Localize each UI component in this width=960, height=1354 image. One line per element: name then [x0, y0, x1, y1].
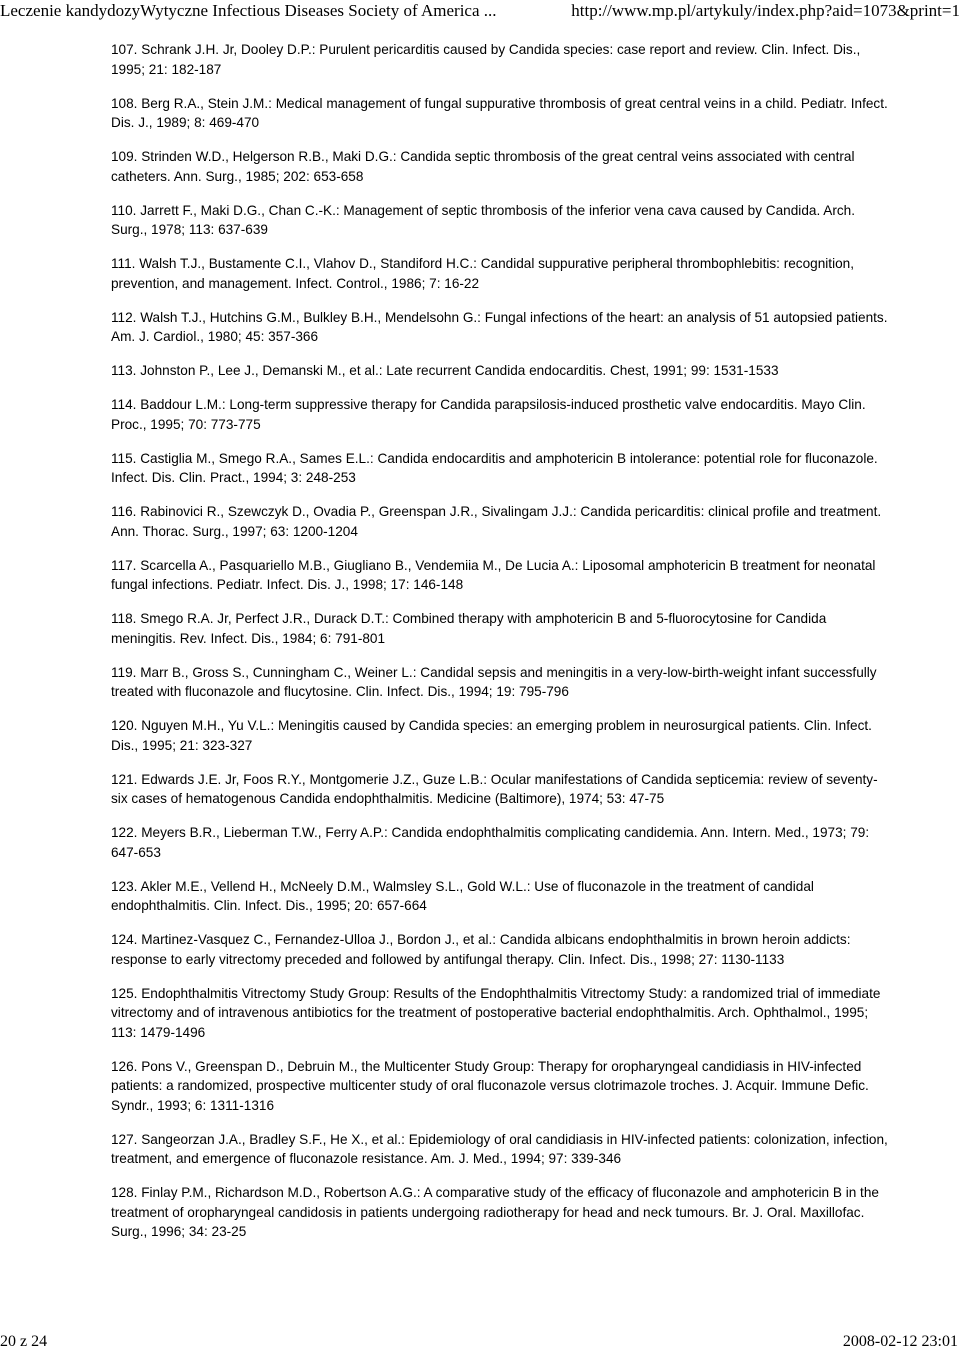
- print-header: [0, 0, 960, 24]
- reference-item: 127. Sangeorzan J.A., Bradley S.F., He X., et al.: Epidemiology of oral candidiasis in HIV-infected patients: colonization, infection, treatment, and emergence of fluconazole resistance. Am. J. Med., 1994; 97: 339-346: [111, 1131, 888, 1166]
- reference-item: 120. Nguyen M.H., Yu V.L.: Meningitis caused by Candida species: an emerging problem in neurosurgical patients. Clin. Infect. Dis., 1995; 21: 323-327: [111, 718, 872, 753]
- page-title: Leczenie kandydozyWytyczne Infectious Diseases Society of America ...: [0, 1, 497, 20]
- reference-item: 128. Finlay P.M., Richardson M.D., Robertson A.G.: A comparative study of the efficacy of fluconazole and amphotericin B in the treatment of oropharyngeal candidosis in patients undergoing radiotherapy for head and neck tumours. Br. J. Oral. Maxillofac. Surg., 1996; 34: 23-25: [111, 1185, 879, 1239]
- reference-item: 112. Walsh T.J., Hutchins G.M., Bulkley B.H., Mendelsohn G.: Fungal infections of the heart: an analysis of 51 autopsied patients. Am. J. Cardiol., 1980; 45: 357-366: [111, 309, 888, 344]
- reference-item: 113. Johnston P., Lee J., Demanski M., et al.: Late recurrent Candida endocarditis. Chest, 1991; 99: 1531-1533: [111, 363, 779, 378]
- reference-item: 123. Akler M.E., Vellend H., McNeely D.M., Walmsley S.L., Gold W.L.: Use of fluconazole in the treatment of candidal endophthalmitis. Clin. Infect. Dis., 1995; 20: 657-664: [111, 878, 814, 913]
- reference-item: 119. Marr B., Gross S., Cunningham C., Weiner L.: Candidal sepsis and meningitis in a very-low-birth-weight infant successfully treated with fluconazole and flucytosine. Clin. Infect. Dis., 1994; 19: 795-796: [111, 664, 877, 699]
- reference-item: 122. Meyers B.R., Lieberman T.W., Ferry A.P.: Candida endophthalmitis complicating candidemia. Ann. Intern. Med., 1973; 79: 647-653: [111, 825, 870, 860]
- reference-item: 124. Martinez-Vasquez C., Fernandez-Ulloa J., Bordon J., et al.: Candida albicans endophthalmitis in brown heroin addicts: response to early vitrectomy preceded and followed by antifungal therapy. Clin. Infect. Dis., 1998; 27: 1130-1133: [111, 932, 851, 967]
- reference-item: 110. Jarrett F., Maki D.G., Chan C.-K.: Management of septic thrombosis of the inferior vena cava caused by Candida. Arch. Surg., 1978; 113: 637-639: [111, 202, 855, 237]
- reference-item: 116. Rabinovici R., Szewczyk D., Ovadia P., Greenspan J.R., Sivalingam J.J.: Candida pericarditis: clinical profile and treatment. Ann. Thorac. Surg., 1997; 63: 1200-1204: [111, 504, 882, 539]
- reference-item: 121. Edwards J.E. Jr, Foos R.Y., Montgomerie J.Z., Guze L.B.: Ocular manifestations of Candida septicemia: review of seventy-six cases of hematogenous Candida endophthalmitis. Medicine (Baltimore), 1974; 53: 47-75: [111, 771, 878, 806]
- reference-item: 125. Endophthalmitis Vitrectomy Study Group: Results of the Endophthalmitis Vitrectomy Study: a randomized trial of immediate vitrectomy and of intravenous antibiotics for the treatment of postoperative bacterial endophthalmitis. Arch. Ophthalmol., 1995; 113: 1479-1496: [111, 985, 881, 1040]
- reference-item: 118. Smego R.A. Jr, Perfect J.R., Durack D.T.: Combined therapy with amphotericin B and 5-fluorocytosine for Candida meningitis. Rev. Infect. Dis., 1984; 6: 791-801: [111, 611, 827, 646]
- reference-item: 107. Schrank J.H. Jr, Dooley D.P.: Purulent pericarditis caused by Candida species: case report and review. Clin. Infect. Dis., 1995; 21: 182-187: [111, 42, 861, 77]
- reference-item: 126. Pons V., Greenspan D., Debruin M., the Multicenter Study Group: Therapy for oropharyngeal candidiasis in HIV-infected patients: a randomized, prospective multicenter study of oral fluconazole versus clotrimazole troches. J. Acquir. Immune Defic. Syndr., 1993; 6: 1311-1316: [111, 1058, 869, 1113]
- print-footer: [0, 1330, 960, 1354]
- reference-item: 108. Berg R.A., Stein J.M.: Medical management of fungal suppurative thrombosis of great central veins in a child. Pediatr. Infect. Dis. J., 1989; 8: 469-470: [111, 95, 888, 130]
- print-timestamp: 2008-02-12 23:01: [842, 1333, 958, 1350]
- reference-item: 114. Baddour L.M.: Long-term suppressive therapy for Candida parapsilosis-induced prosthetic valve endocarditis. Mayo Clin. Proc., 1995; 70: 773-775: [111, 397, 866, 432]
- reference-list: [111, 40, 891, 1256]
- reference-item: 117. Scarcella A., Pasquariello M.B., Giugliano B., Vendemiia M., De Lucia A.: Liposomal amphotericin B treatment for neonatal fungal infections. Pediatr. Infect. Dis. J., 1998; 17: 146-148: [111, 557, 876, 592]
- page-url: http://www.mp.pl/artykuly/index.php?aid=1073&print=1: [571, 1, 960, 20]
- reference-item: 115. Castiglia M., Smego R.A., Sames E.L.: Candida endocarditis and amphotericin B intolerance: potential role for fluconazole. Infect. Dis. Clin. Pract., 1994; 3: 248-253: [111, 450, 878, 485]
- reference-item: 109. Strinden W.D., Helgerson R.B., Maki D.G.: Candida septic thrombosis of the great central veins associated with central catheters. Ann. Surg., 1985; 202: 653-658: [111, 149, 855, 184]
- page-number: 20 z 24: [0, 1333, 48, 1350]
- reference-item: 111. Walsh T.J., Bustamente C.I., Vlahov D., Standiford H.C.: Candidal suppurative peripheral thrombophlebitis: recognition, prevention, and management. Infect. Control., 1986; 7: 16-22: [111, 256, 855, 291]
